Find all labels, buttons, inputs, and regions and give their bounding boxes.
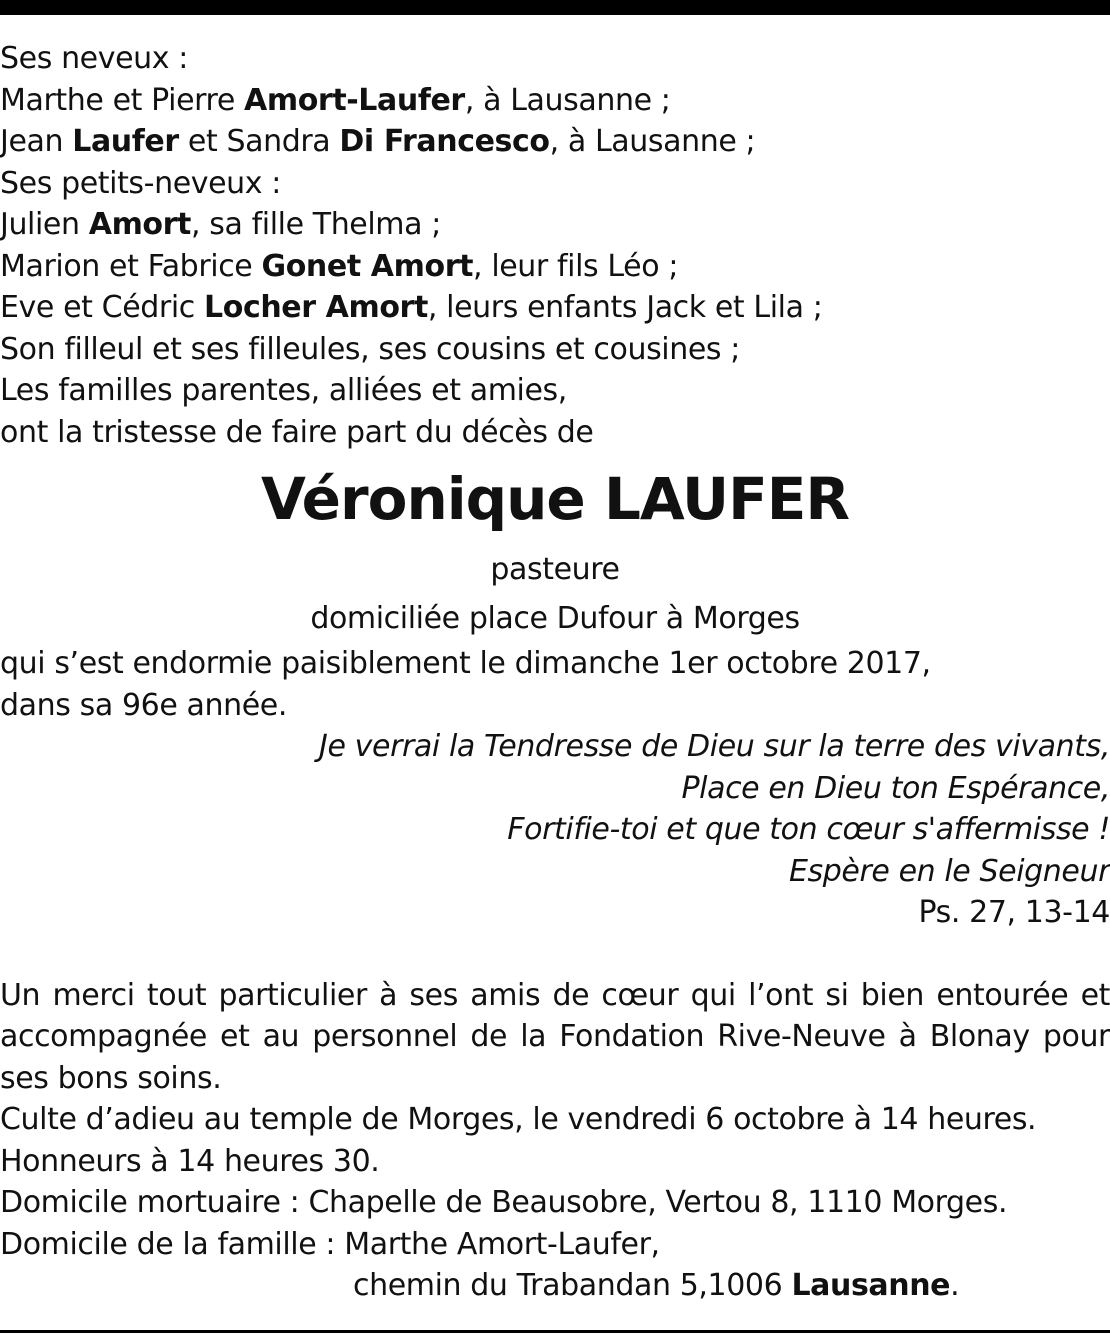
family-line: Jean Laufer et Sandra Di Francesco, à Lausanne ; xyxy=(0,124,756,159)
announcement-line: ont la tristesse de faire part du décès de xyxy=(0,414,594,450)
top-border-rule xyxy=(0,0,1110,15)
notice-body xyxy=(0,38,1110,1307)
family-line: Eve et Cédric Locher Amort, leurs enfants Jack et Lila ; xyxy=(0,290,823,325)
honours-info: Honneurs à 14 heures 30. xyxy=(0,1143,380,1179)
deceased-name: Véronique LAUFER xyxy=(260,465,850,533)
family-line: Julien Amort, sa fille Thelma ; xyxy=(0,207,441,242)
thanks-line: Un merci tout particulier à ses amis de cœur qui l’ont si bien entourée et xyxy=(0,977,1110,1013)
family-line: Marthe et Pierre Amort-Laufer, à Lausanne ; xyxy=(0,82,671,118)
family-address: chemin du Trabandan 5,1006 Lausanne. xyxy=(353,1268,960,1303)
verse-reference: Ps. 27, 13-14 xyxy=(918,895,1110,930)
verse-line: Je verrai la Tendresse de Dieu sur la terre des vivants, xyxy=(319,729,1110,764)
verse-line: Place en Dieu ton Espérance, xyxy=(681,770,1110,806)
verse-block xyxy=(0,726,1110,934)
family-line: Son filleul et ses filleules, ses cousins et cousines ; xyxy=(0,331,740,367)
family-line: Marion et Fabrice Gonet Amort, leur fils Léo ; xyxy=(0,248,679,284)
family-line: Les familles parentes, alliées et amies, xyxy=(0,373,567,408)
deceased-title: pasteure xyxy=(490,552,620,587)
thanks-line: ses bons soins. xyxy=(0,1060,222,1096)
deceased-residence: domiciliée place Dufour à Morges xyxy=(310,601,800,636)
thanks-line: accompagnée et au personnel de la Fondation Rive-Neuve à Blonay pour xyxy=(0,1019,1110,1054)
bottom-border-rule xyxy=(0,1330,1110,1333)
death-line: qui s’est endormie paisiblement le dimanche 1er octobre 2017, xyxy=(0,646,931,681)
service-info: Culte d’adieu au temple de Morges, le vendredi 6 octobre à 14 heures. xyxy=(0,1102,1037,1137)
age-line: dans sa 96e année. xyxy=(0,687,287,723)
nephews-heading: Ses neveux : xyxy=(0,41,188,76)
grand-nephews-heading: Ses petits-neveux : xyxy=(0,165,281,201)
verse-line: Fortifie-toi et que ton cœur s'affermisse ! xyxy=(507,812,1110,847)
family-home-info: Domicile de la famille : Marthe Amort-Laufer, xyxy=(0,1226,660,1262)
verse-line: Espère en le Seigneur xyxy=(788,853,1110,889)
deceased-block xyxy=(0,453,1110,643)
mortuary-info: Domicile mortuaire : Chapelle de Beausobre, Vertou 8, 1110 Morges. xyxy=(0,1185,1008,1220)
paragraph-spacer xyxy=(0,934,1110,975)
